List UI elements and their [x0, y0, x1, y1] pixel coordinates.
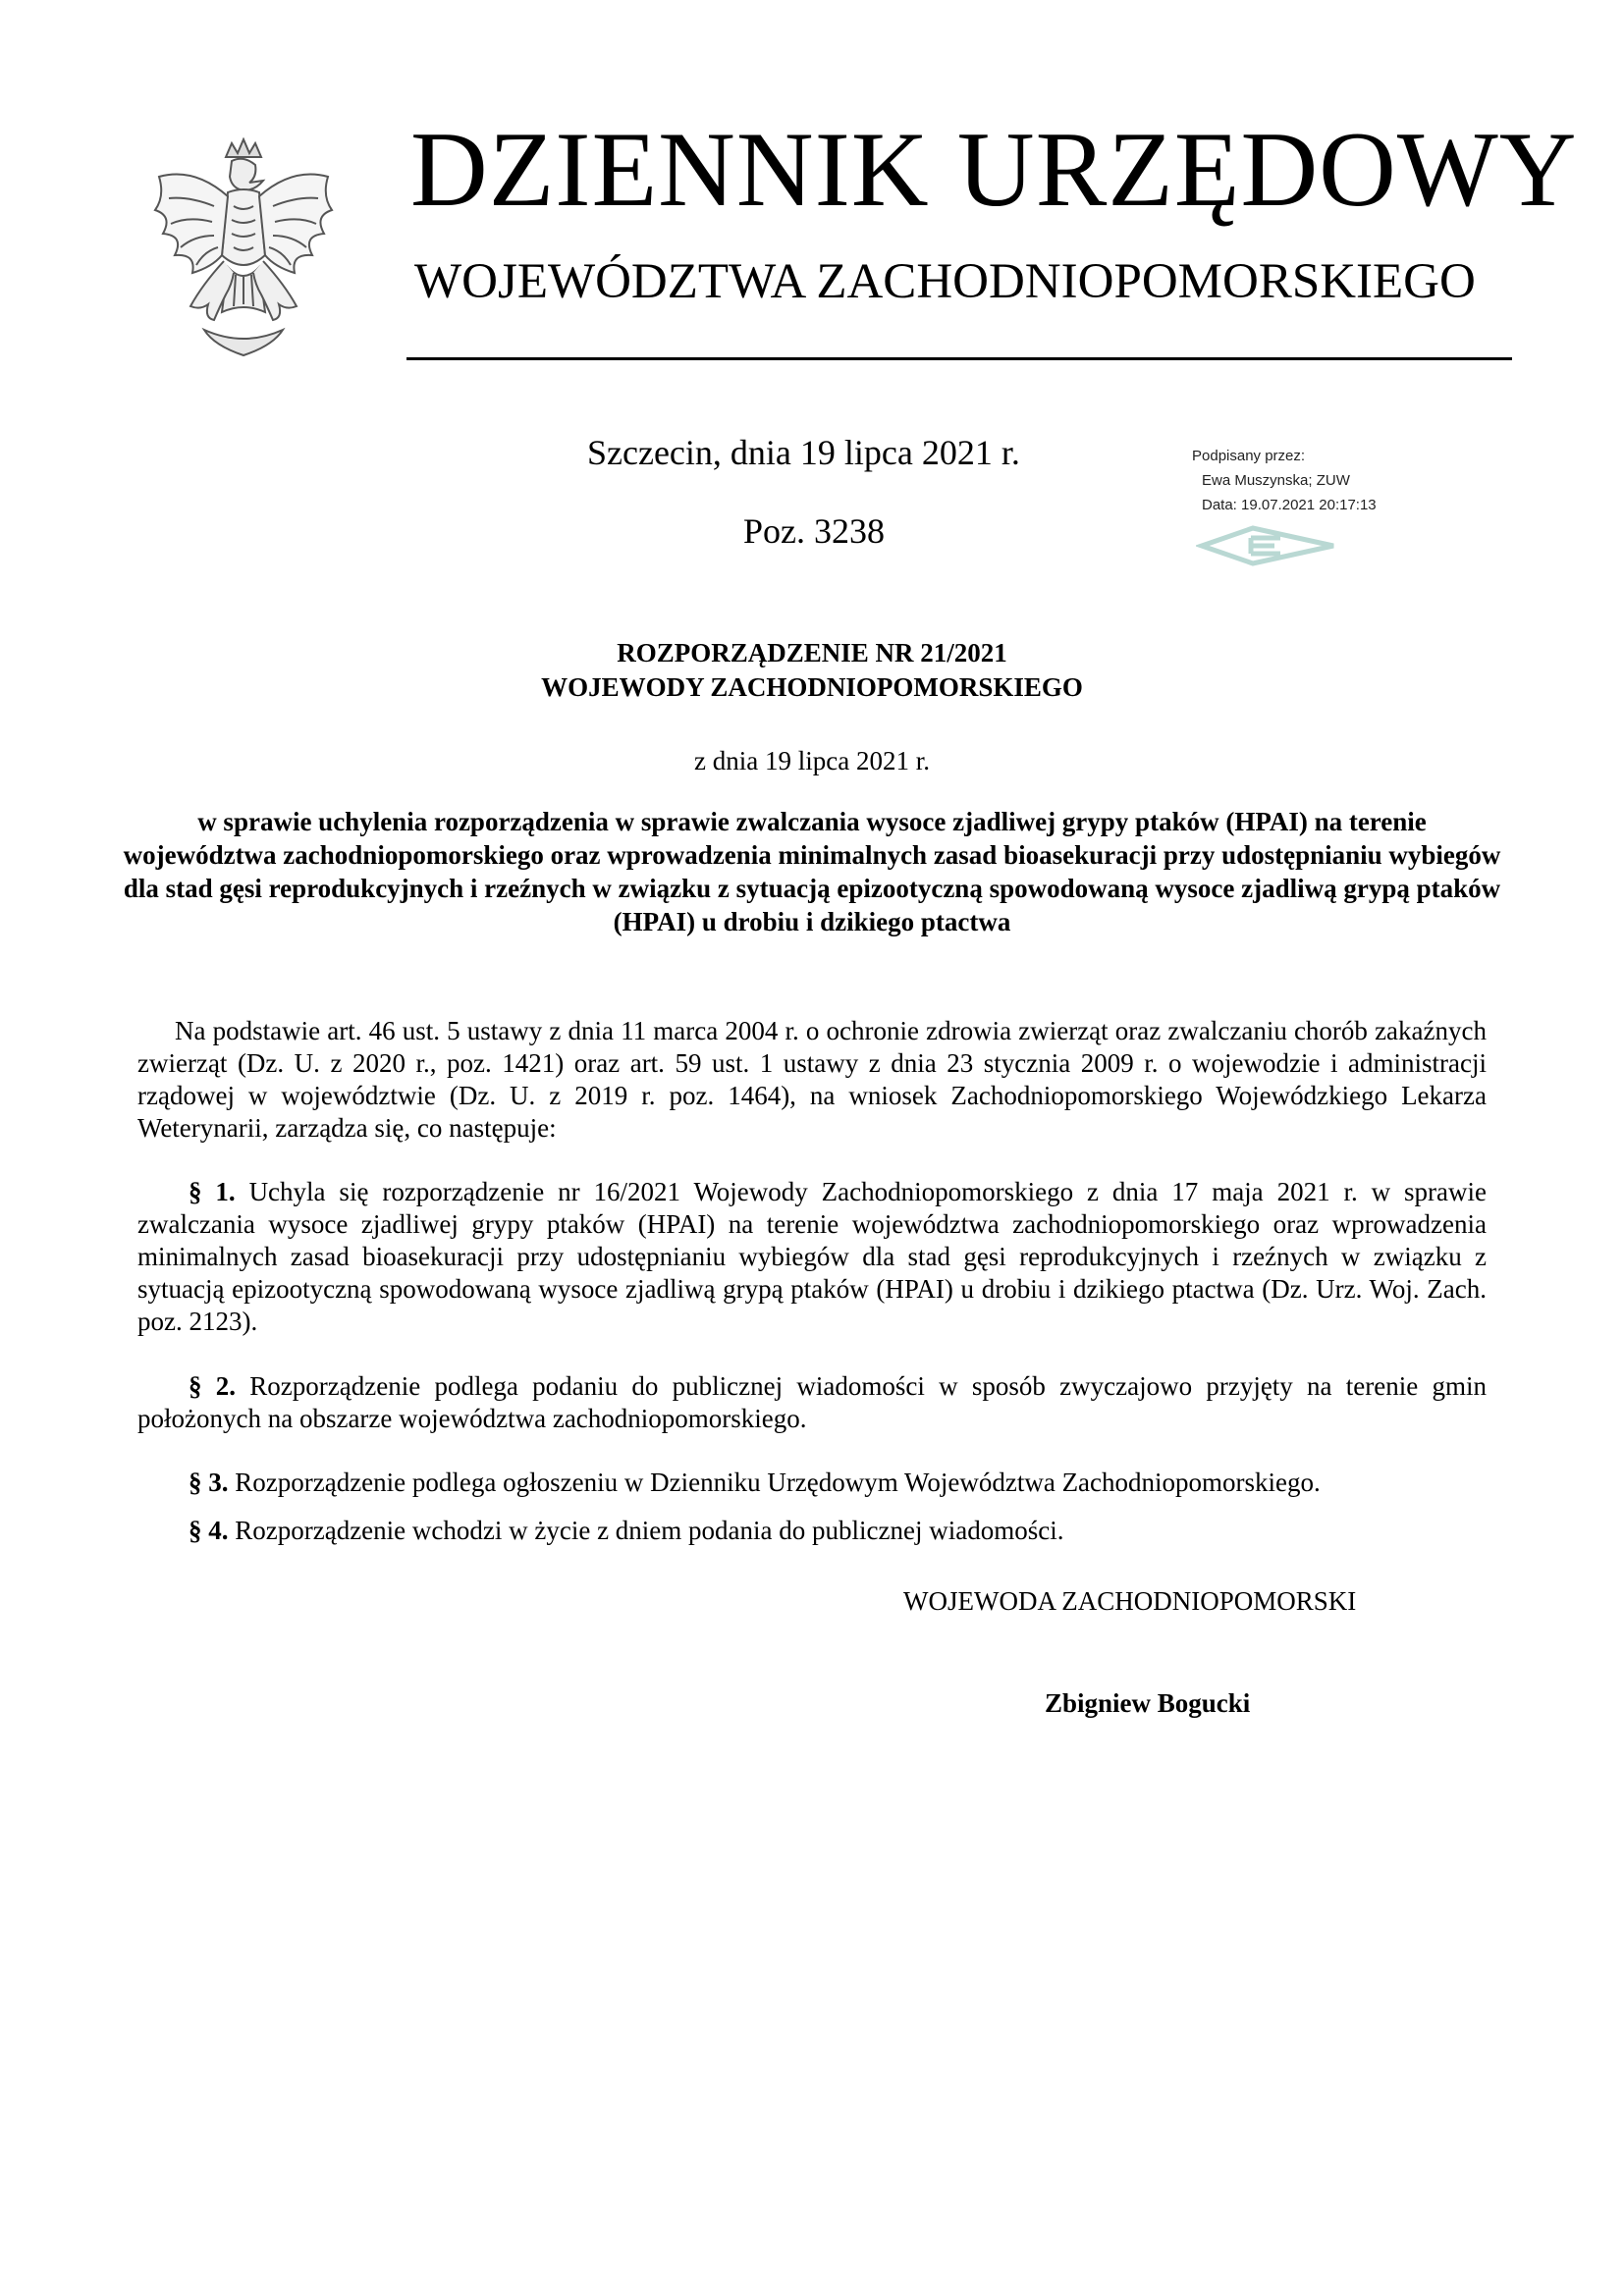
paragraph-number: § 2.	[189, 1371, 237, 1401]
act-date: z dnia 19 lipca 2021 r.	[694, 746, 930, 775]
act-preamble: Na podstawie art. 46 ust. 5 ustawy z dnia 11 marca 2004 r. o ochronie zdrowia zwierząt oraz zwalczaniu chorób zakaźnych zwierząt (Dz. U. z 2020 r., poz. 1421) oraz art. 59 ust. 1 ustawy z dnia 23 stycznia 2009 r. o wojewodzie i administracji rządowej w województwie (Dz. U. z 2019 r. poz. 1464), na wniosek Zachodniopomorskiego Wojewódzkiego Lekarza Weterynarii, zarządza się, co następuje:	[137, 1016, 1487, 1143]
paragraph-text: Rozporządzenie wchodzi w życie z dniem podania do publicznej wiadomości.	[235, 1516, 1064, 1545]
paragraph-text: Rozporządzenie podlega ogłoszeniu w Dzienniku Urzędowym Województwa Zachodniopomorskiego.	[235, 1468, 1321, 1497]
signer-name: Zbigniew Bogucki	[1045, 1688, 1251, 1718]
paragraph-1	[137, 1176, 1487, 1338]
signature-date: Data: 19.07.2021 20:17:13	[1202, 497, 1377, 513]
paragraph-4	[137, 1515, 1487, 1547]
place-date: Szczecin, dnia 19 lipca 2021 r.	[587, 433, 1020, 472]
journal-title: DZIENNIK URZĘDOWY	[410, 110, 1578, 229]
position-number: Poz. 3238	[743, 511, 885, 551]
signature-label: Podpisany przez:	[1192, 448, 1306, 464]
signature-signer: Ewa Muszynska; ZUW	[1202, 472, 1350, 489]
act-heading-issuer: WOJEWODY ZACHODNIOPOMORSKIEGO	[541, 672, 1083, 702]
paragraph-number: § 4.	[189, 1516, 229, 1545]
act-heading-number: ROZPORZĄDZENIE NR 21/2021	[617, 638, 1007, 667]
signature-mark-icon	[1196, 520, 1339, 571]
polish-eagle-emblem	[145, 137, 342, 365]
header-rule	[406, 357, 1512, 360]
journal-subtitle: WOJEWÓDZTWA ZACHODNIOPOMORSKIEGO	[414, 254, 1476, 309]
paragraph-2	[137, 1370, 1487, 1435]
act-subject: w sprawie uchylenia rozporządzenia w sprawie zwalczania wysoce zjadliwej grypy ptaków (HPAI) na terenie województwa zachodniopomorskiego oraz wprowadzenia minimalnych zasad bioasekuracji przy udostępnianiu wybiegów dla stad gęsi reprodukcyjnych i rzeźnych w związku z sytuacją epizootyczną spowodowaną wysoce zjadliwą grypą ptaków (HPAI) u drobiu i dzikiego ptactwa	[123, 807, 1501, 936]
paragraph-number: § 1.	[189, 1177, 236, 1206]
paragraph-3	[137, 1467, 1487, 1499]
paragraph-number: § 3.	[189, 1468, 229, 1497]
digital-signature-block	[1192, 444, 1377, 517]
paragraph-text: Rozporządzenie podlega podaniu do publicznej wiadomości w sposób zwyczajowo przyjęty na terenie gmin położonych na obszarze województwa zachodniopomorskiego.	[137, 1371, 1488, 1433]
paragraph-text: Uchyla się rozporządzenie nr 16/2021 Wojewody Zachodniopomorskiego z dnia 17 maja 2021 r. w sprawie zwalczania wysoce zjadliwej grypy ptaków (HPAI) na terenie województwa zachodniopomorskiego oraz wprowadzenia minimalnych zasad bioasekuracji przy udostępnianiu wybiegów dla stad gęsi reprodukcyjnych i rzeźnych w związku z sytuacją epizootyczną spowodowaną wysoce zjadliwą grypą ptaków (HPAI) u drobiu i dzikiego ptactwa (Dz. Urz. Woj. Zach. poz. 2123).	[137, 1177, 1487, 1336]
signer-office: WOJEWODA ZACHODNIOPOMORSKI	[903, 1586, 1357, 1616]
